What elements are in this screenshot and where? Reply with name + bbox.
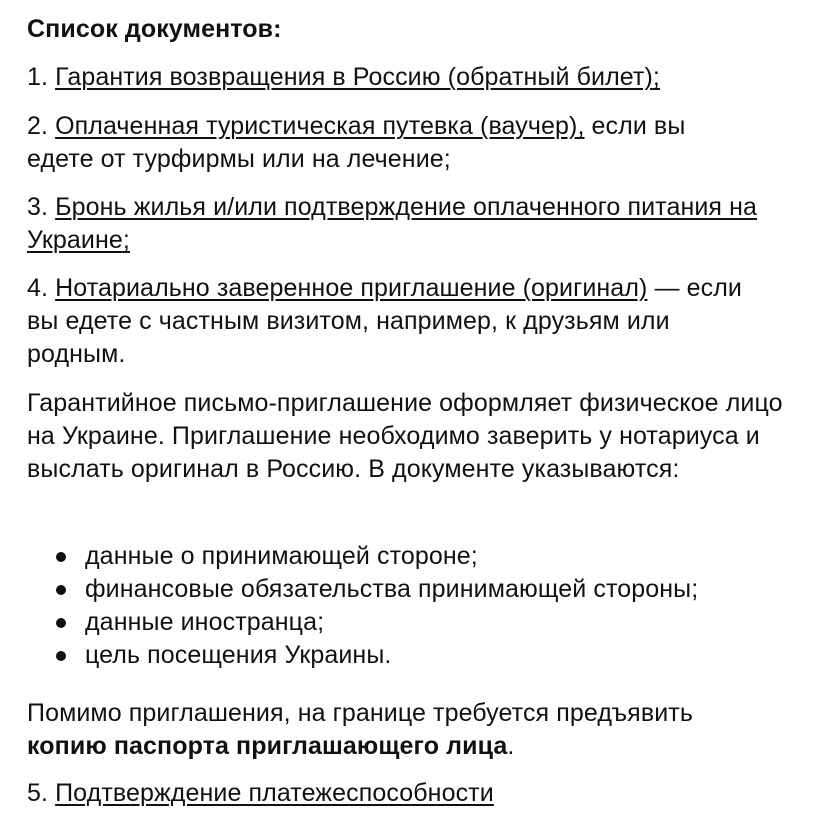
doc-item-3 (27, 191, 807, 257)
item-number: 1. (27, 63, 49, 91)
section-heading: Список документов: (27, 15, 282, 43)
invitation-contents-list (27, 540, 807, 672)
list-item: финансовые обязательства принимающей стороны; (27, 573, 807, 606)
link-tail: ; (652, 63, 660, 91)
link-tail: , (577, 112, 585, 140)
list-item: цель посещения Украины. (27, 639, 807, 672)
list-item: данные о принимающей стороне; (27, 540, 807, 573)
link-tail: ; (122, 226, 130, 254)
doc-link-accommodation[interactable]: Бронь жилья и/или подтверждение оплаченного питания на Украине (27, 193, 758, 254)
item-number: 4. (27, 274, 49, 302)
item-description: — если вы едете с частным визитом, например, к друзьям или родным. (27, 274, 742, 368)
doc-link-voucher[interactable]: Оплаченная туристическая путевка (ваучер) (55, 112, 578, 140)
border-note-paragraph: Помимо приглашения, на границе требуется предъявить копию паспорта приглашающего лица. (27, 699, 693, 760)
doc-link-return-ticket[interactable]: Гарантия возвращения в Россию (обратный билет) (55, 63, 653, 91)
bullet-icon (56, 552, 66, 562)
passport-copy-emphasis: копию паспорта приглашающего лица (27, 732, 508, 760)
item-description: если вы едете от турфирмы или на лечение; (27, 112, 686, 173)
doc-item-2 (27, 110, 747, 176)
item-number: 5. (27, 779, 49, 807)
bullet-icon (56, 585, 66, 595)
doc-item-4 (27, 272, 767, 371)
doc-link-invitation[interactable]: Нотариально заверенное приглашение (оригинал) (55, 274, 648, 302)
doc-item-5 (27, 777, 807, 810)
doc-item-1 (27, 61, 807, 94)
doc-link-solvency[interactable]: Подтверждение платежеспособности (55, 779, 494, 807)
bullet-icon (56, 618, 66, 628)
item-number: 3. (27, 193, 49, 221)
item-number: 2. (27, 112, 49, 140)
bullet-icon (56, 651, 66, 661)
invitation-paragraph: Гарантийное письмо-приглашение оформляет физическое лицо на Украине. Приглашение необходимо заверить у нотариуса и выслать оригинал в Россию. В документе указываются: (27, 389, 783, 483)
list-item: данные иностранца; (27, 606, 807, 639)
